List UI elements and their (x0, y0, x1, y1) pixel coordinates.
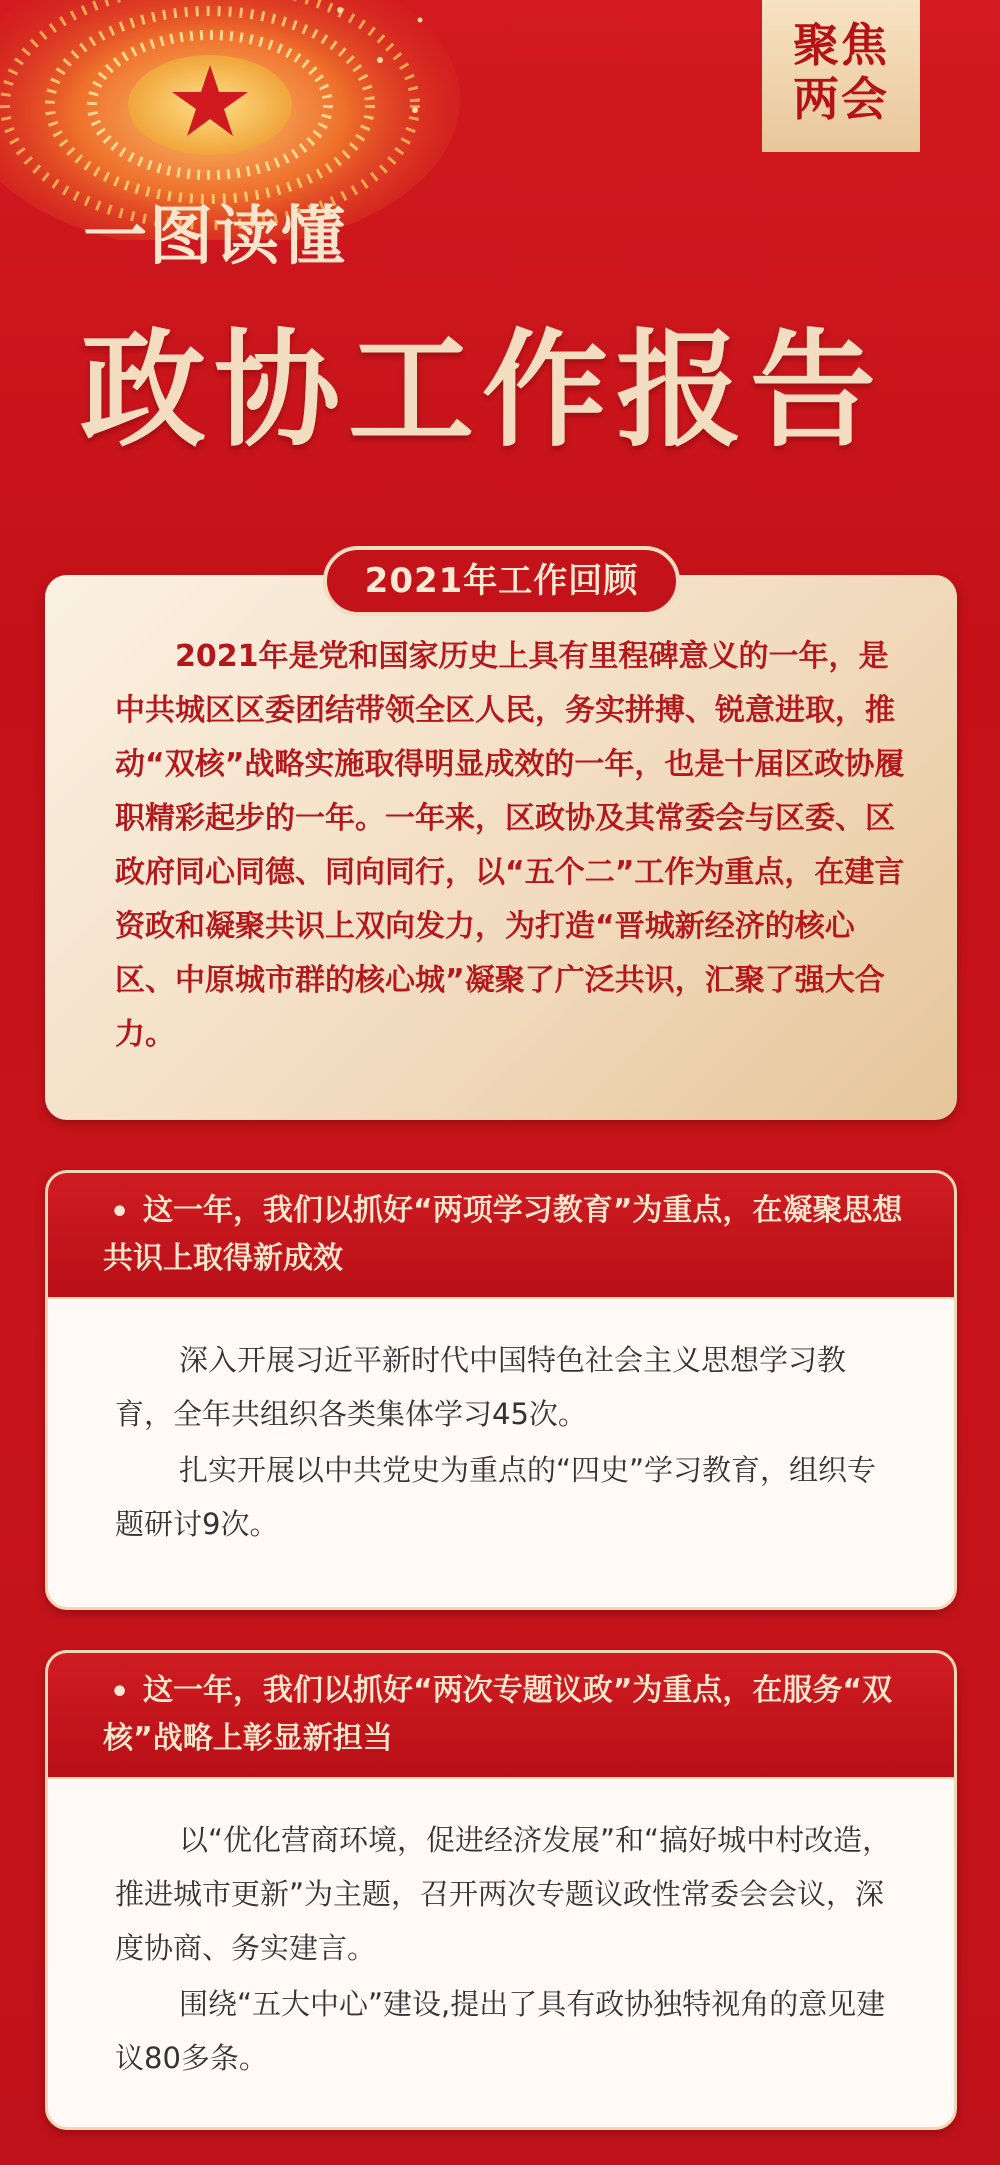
section-body-1 (48, 1299, 954, 1583)
section-card-2 (45, 1650, 957, 2130)
review-paragraph (115, 630, 910, 1062)
section-heading-text: 这一年，我们以抓好“两次专题议政”为重点，在服务“双核”战略上彰显新担当 (103, 1673, 893, 1756)
section-paragraph: 深入开展习近平新时代中国特色社会主义思想学习教育，全年共组织各类集体学习45次。 (115, 1343, 847, 1431)
section-heading-2 (48, 1653, 954, 1779)
review-pill: 2021年工作回顾 (323, 546, 680, 616)
section-card-1 (45, 1170, 957, 1610)
focus-tag-line1: 聚焦 (793, 18, 889, 72)
section-heading-1 (48, 1173, 954, 1299)
page-title: 政协工作报告 (80, 317, 884, 464)
section-heading-text: 这一年，我们以抓好“两项学习教育”为重点，在凝聚思想共识上取得新成效 (103, 1193, 903, 1276)
focus-tag-line2: 两会 (793, 72, 889, 126)
section-paragraph: 以“优化营商环境，促进经济发展”和“搞好城中村改造，推进城市更新”为主题，召开两次专题议政性常委会会议，深度协商、务实建言。 (115, 1823, 892, 1965)
section-paragraph: 围绕“五大中心”建设,提出了具有政协独特视角的意见建议80多条。 (115, 1987, 886, 2075)
bullet-icon: • (110, 1195, 130, 1230)
page-subtitle: 一图读懂 (83, 200, 347, 274)
bullet-icon: • (110, 1675, 130, 1710)
focus-tag (762, 0, 920, 152)
review-paragraph-text: 2021年是党和国家历史上具有里程碑意义的一年，是中共城区区委团结带领全区人民，务实拼搏、锐意进取，推动“双核”战略实施取得明显成效的一年，也是十届区政协履职精彩起步的一年。一年来，区政协及其常委会与区委、区政府同心同德、同向同行，以“五个二”工作为重点，在建言资政和凝聚共识上双向发力，为打造“晋城新经济的核心区、中原城市群的核心城”凝聚了广泛共识，汇聚了强大合力。 (115, 639, 905, 1052)
section-body-2 (48, 1779, 954, 2117)
section-paragraph: 扎实开展以中共党史为重点的“四史”学习教育，组织专题研讨9次。 (115, 1453, 877, 1541)
